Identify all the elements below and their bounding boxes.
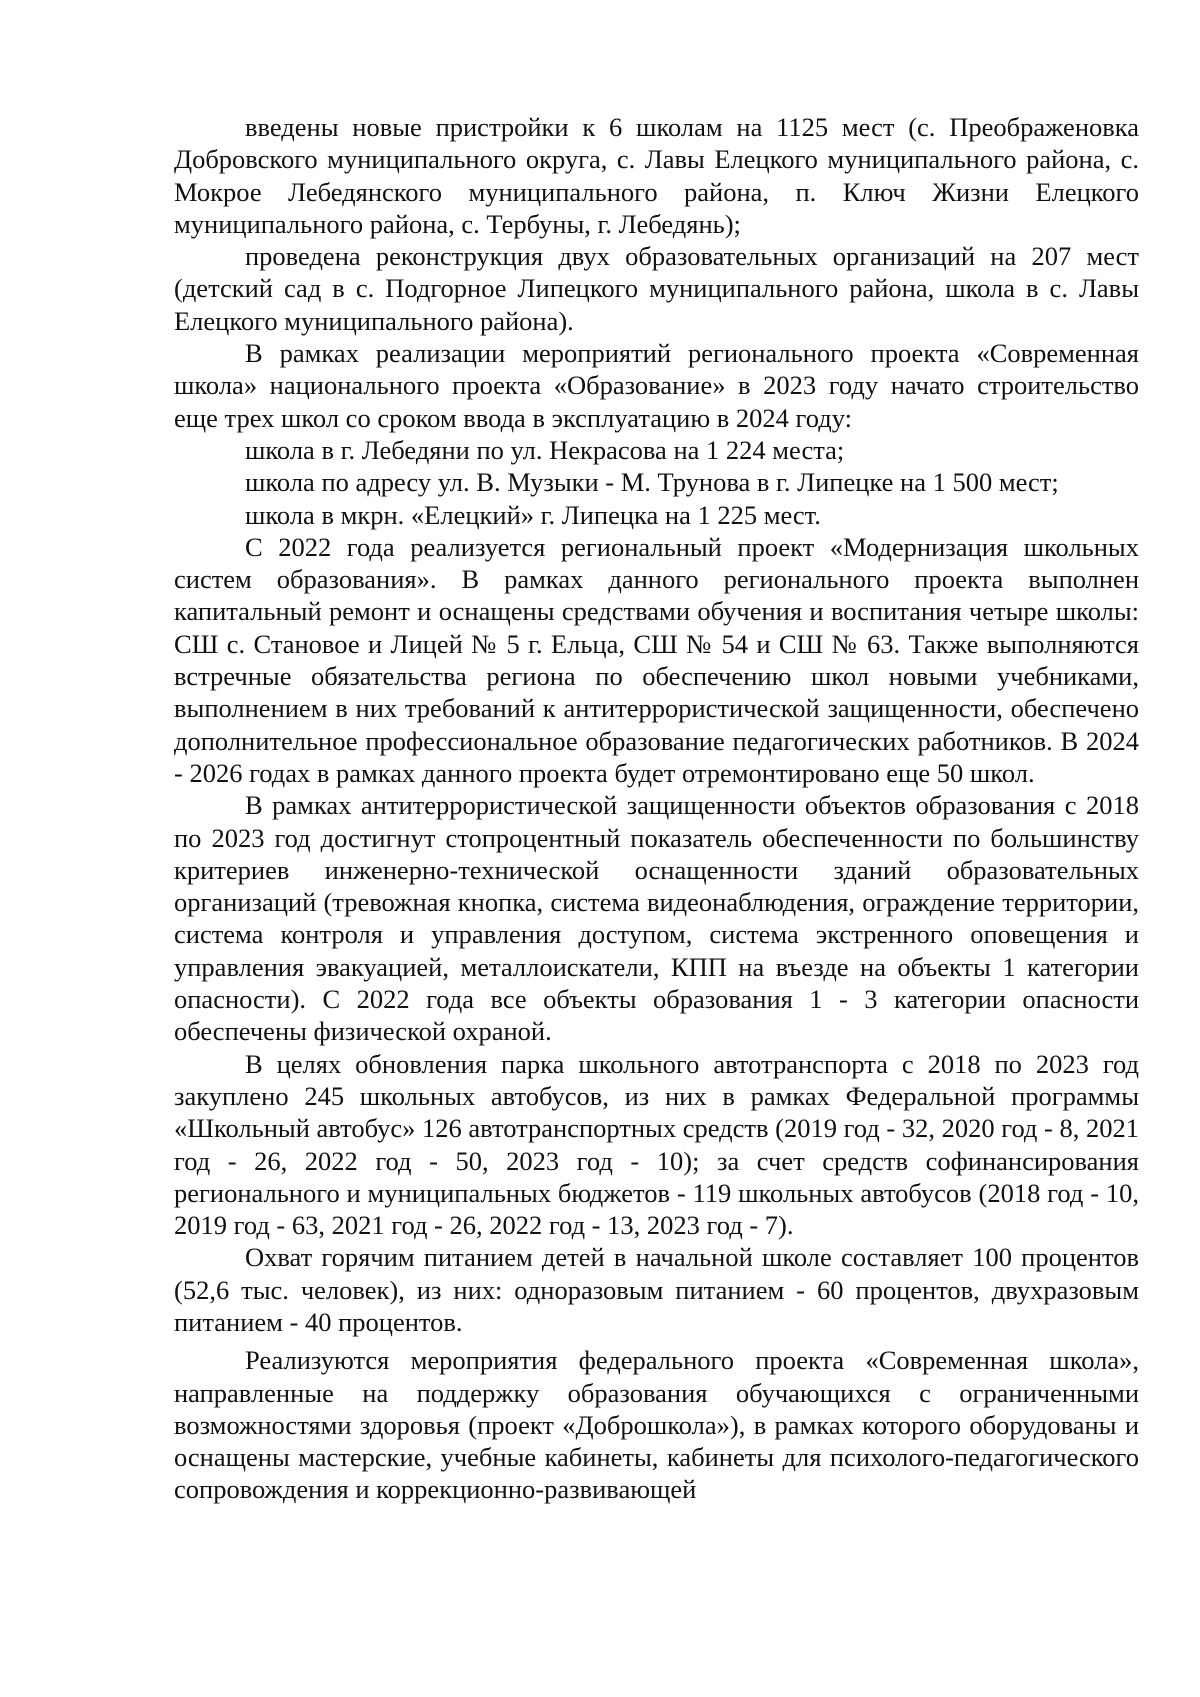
list-item-school-lebedyan: школа в г. Лебедяни по ул. Некрасова на 1 224 места; — [245, 434, 845, 465]
paragraph-school-buses: В целях обновления парка школьного автотранспорта с 2018 по 2023 год закуплено 245 школьных автобусов, из них в рамках Федеральной программы «Школьный автобус» 126 автотранспортных средств (2019 год - 32, 2020 год - 8, 2021 год - 26, 2022 год - 50, 2023 год - 10); за счет средств софинансирования регионального и муниципальных бюджетов - 119 школьных автобусов (2018 год - 10, 2019 год - 63, 2021 год - 26, 2022 год - 13, 2023 год - 7). — [174, 1048, 1139, 1241]
paragraph-reconstruction: проведена реконструкция двух образовательных организаций на 207 мест (детский сад в с. Подгорное Липецкого муниципального района, школа в с. Лавы Елецкого муниципального района). — [174, 241, 1139, 336]
paragraph-dobroshkola: Реализуются мероприятия федерального проекта «Современная школа», направленные на поддержку образования обучающихся с ограниченными возможностями здоровья (проект «Доброшкола»), в рамках которого оборудованы и оснащены мастерские, учебные кабинеты, кабинеты для психолого-педагогического сопровождения и коррекционно-развивающей — [174, 1345, 1139, 1505]
list-item-school-lipetsk-muzyki: школа по адресу ул. В. Музыки - М. Трунова в г. Липецке на 1 500 мест; — [245, 467, 1059, 498]
paragraph-hot-meals: Охват горячим питанием детей в начальной школе составляет 100 процентов (52,6 тыс. человек), из них: одноразовым питанием - 60 процентов, двухразовым питанием - 40 процентов. — [174, 1242, 1139, 1337]
document-body — [174, 111, 1139, 1506]
paragraph-modernization-project: С 2022 года реализуется региональный проект «Модернизация школьных систем образования». В рамках данного регионального проекта выполнен капитальный ремонт и оснащены средствами обучения и воспитания четыре школы: СШ с. Становое и Лицей № 5 г. Ельца, СШ № 54 и СШ № 63. Также выполняются встречные обязательства региона по обеспечению школ новыми учебниками, выполнением в них требований к антитеррористической защищенности, обеспечено дополнительное профессиональное образование педагогических работников. В 2024 - 2026 годах в рамках данного проекта будет отремонтировано еще 50 школ. — [174, 531, 1139, 788]
paragraph-school-extensions: введены новые пристройки к 6 школам на 1125 мест (с. Преображеновка Добровского муниципального округа, с. Лавы Елецкого муниципального района, с. Мокрое Лебедянского муниципального района, п. Ключ Жизни Елецкого муниципального района, с. Тербуны, г. Лебедянь); — [174, 112, 1139, 239]
list-item-school-eletsky: школа в мкрн. «Елецкий» г. Липецка на 1 225 мест. — [245, 499, 821, 530]
paragraph-modern-school-project: В рамках реализации мероприятий регионального проекта «Современная школа» национального проекта «Образование» в 2023 году начато строительство еще трех школ со сроком ввода в эксплуатацию в 2024 году: — [174, 338, 1139, 433]
paragraph-antiterrorism: В рамках антитеррористической защищенности объектов образования с 2018 по 2023 год достигнут стопроцентный показатель обеспеченности по большинству критериев инженерно-технической оснащенности зданий образовательных организаций (тревожная кнопка, система видеонаблюдения, ограждение территории, система контроля и управления доступом, система экстренного оповещения и управления эвакуацией, металлоискатели, КПП на въезде на объекты 1 категории опасности). С 2022 года все объекты образования 1 - 3 категории опасности обеспечены физической охраной. — [174, 790, 1139, 1047]
